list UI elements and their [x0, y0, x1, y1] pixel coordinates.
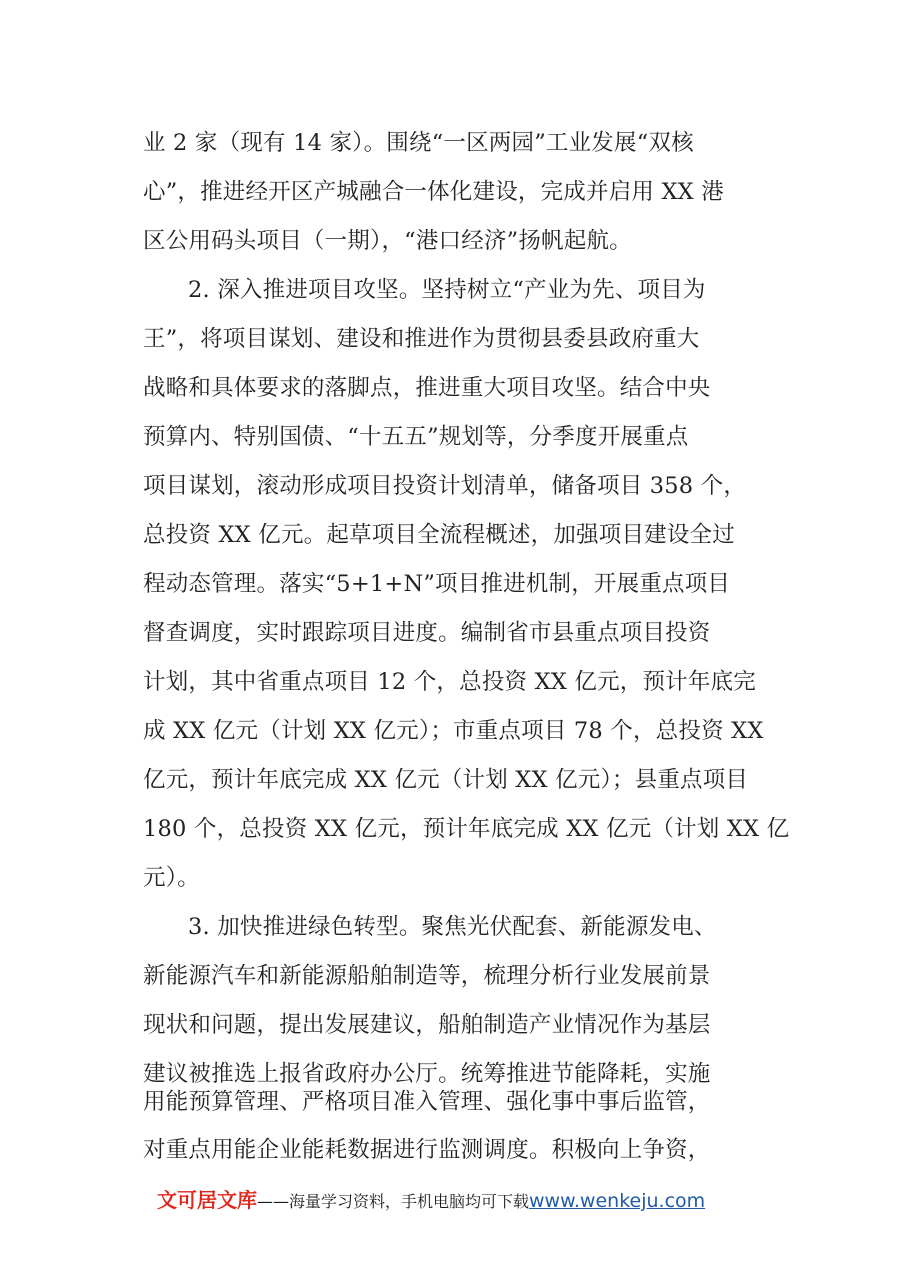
body-line: 计划，其中省重点项目 12 个，总投资 XX 亿元，预计年底完: [143, 669, 756, 695]
body-line: 区公用码头项目（一期），“港口经济”扬帆起航。: [143, 228, 632, 254]
brand-name: 文可居文库: [157, 1188, 257, 1212]
body-line: 业 2 家（现有 14 家）。围绕“一区两园”工业发展“双核: [143, 130, 694, 156]
body-line: 现状和问题，提出发展建议，船舶制造产业情况作为基层: [143, 1012, 711, 1038]
body-line: 心”，推进经开区产城融合一体化建设，完成并启用 XX 港: [143, 179, 724, 205]
body-line: 项目谋划，滚动形成项目投资计划清单，储备项目 358 个，: [143, 473, 747, 499]
body-line: 180 个，总投资 XX 亿元，预计年底完成 XX 亿元（计划 XX 亿: [143, 816, 790, 842]
body-line: 新能源汽车和新能源船舶制造等，梳理分析行业发展前景: [143, 963, 711, 989]
body-line: 预算内、特别国债、“十五五”规划等，分季度开展重点: [143, 424, 689, 450]
body-line: 程动态管理。落实“5+1+N”项目推进机制，开展重点项目: [143, 571, 731, 597]
section-heading-line: 3. 加快推进绿色转型。聚焦光伏配套、新能源发电、: [188, 914, 717, 940]
footer-tagline: ——海量学习资料，手机电脑均可下载: [257, 1192, 530, 1211]
body-line: 对重点用能企业能耗数据进行监测调度。积极向上争资，: [143, 1137, 711, 1163]
body-line: 建议被推选上报省政府办公厅。统筹推进节能降耗，实施: [143, 1061, 711, 1087]
website-link[interactable]: www.wenkeju.com: [529, 1190, 706, 1212]
section-heading-line: 2. 深入推进项目攻坚。坚持树立“产业为先、项目为: [188, 277, 706, 303]
body-line: 元）。: [143, 865, 200, 891]
body-line: 王”，将项目谋划、建设和推进作为贯彻县委县政府重大: [143, 326, 700, 352]
footer-banner: [157, 1184, 705, 1213]
body-line: 用能预算管理、严格项目准入管理、强化事中事后监管，: [143, 1089, 711, 1115]
body-line: 总投资 XX 亿元。起草项目全流程概述，加强项目建设全过: [143, 522, 735, 548]
body-line: 成 XX 亿元（计划 XX 亿元）；市重点项目 78 个，总投资 XX: [143, 718, 764, 744]
body-line: 战略和具体要求的落脚点，推进重大项目攻坚。结合中央: [143, 375, 711, 401]
body-line: 亿元，预计年底完成 XX 亿元（计划 XX 亿元）；县重点项目: [143, 767, 749, 793]
body-line: 督查调度，实时跟踪项目进度。编制省市县重点项目投资: [143, 620, 711, 646]
